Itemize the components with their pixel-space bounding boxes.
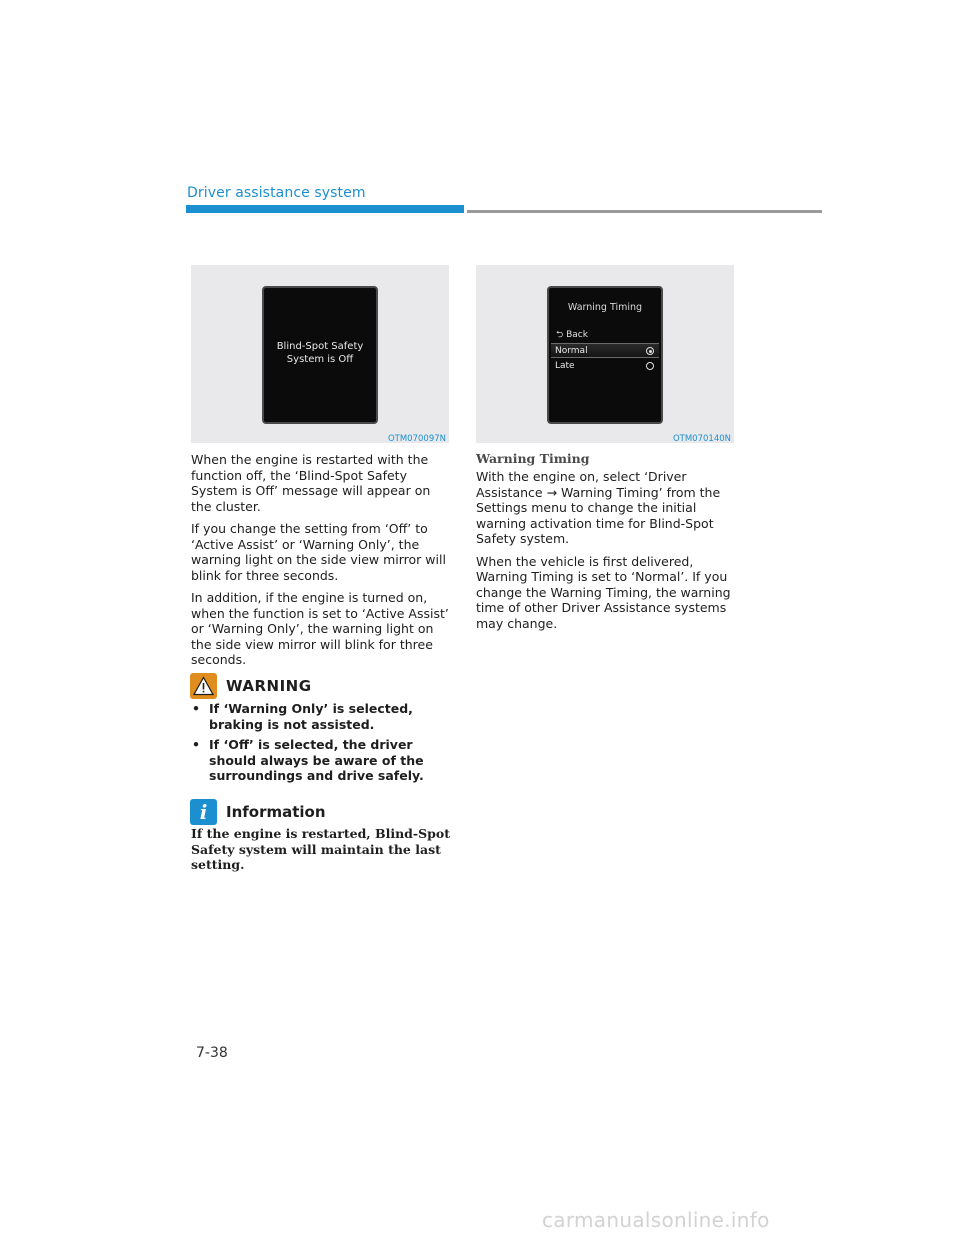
- warning-triangle-icon: [190, 673, 217, 699]
- figure-code: OTM070140N: [672, 434, 731, 444]
- figure-bss-off: [191, 265, 449, 443]
- paragraph: In addition, if the engine is turned on, when the function is set to ‘Active Assist’ or ‘Warning Only’, the warning light on the side view mirror will blink for three seconds.: [191, 590, 449, 667]
- header-rule-accent: [186, 205, 464, 213]
- warning-list: [191, 701, 453, 789]
- watermark: carmanualsonline.info: [542, 1208, 770, 1232]
- option-label: Late: [555, 361, 575, 371]
- paragraph: With the engine on, select ‘Driver Assistance → Warning Timing’ from the Settings menu to change the initial warning activation time for Blind-Spot Safety system.: [476, 469, 721, 546]
- information-title: Information: [226, 803, 326, 821]
- paragraph: When the engine is restarted with the function off, the ‘Blind-Spot Safety System is Off’ message will appear on the cluster.: [191, 452, 431, 514]
- screen-title: Warning Timing: [567, 302, 643, 313]
- figure-warning-timing: [476, 265, 734, 443]
- information-text: If the engine is restarted, Blind-Spot Safety system will maintain the last setting.: [191, 826, 450, 872]
- cluster-message-line-1: Blind-Spot Safety: [276, 341, 364, 352]
- figure-code: OTM070097N: [387, 434, 446, 444]
- back-menu-item: [556, 327, 588, 343]
- cluster-message-line-2: System is Off: [286, 354, 354, 365]
- option-late: [551, 359, 659, 374]
- paragraph: If you change the setting from ‘Off’ to ‘Active Assist’ or ‘Warning Only’, the warning light on the side view mirror will blink for three seconds.: [191, 521, 446, 583]
- right-column-text: [476, 469, 738, 638]
- radio-empty-icon: [646, 362, 654, 370]
- radio-selected-icon: [646, 347, 654, 355]
- warning-item: • If ‘Off’ is selected, the driver should always be aware of the surroundings and drive safely.: [191, 737, 453, 784]
- left-column-text: [191, 452, 453, 675]
- back-label: Back: [566, 330, 588, 340]
- subheading-warning-timing: Warning Timing: [476, 451, 590, 466]
- cluster-screen: [547, 286, 663, 424]
- info-icon: i: [190, 799, 217, 825]
- option-normal: [551, 343, 659, 358]
- back-arrow-icon: ⮌: [556, 330, 564, 340]
- header-rule: [467, 210, 822, 213]
- section-title: Driver assistance system: [187, 185, 366, 201]
- cluster-message: [264, 340, 376, 366]
- option-label: Normal: [555, 346, 588, 356]
- paragraph: When the vehicle is first delivered, Warning Timing is set to ‘Normal’. If you change the Warning Timing, the warning time of other Driver Assistance systems may change.: [476, 553, 731, 631]
- information-heading: [190, 799, 326, 825]
- page-number: 7-38: [196, 1045, 228, 1061]
- warning-item: • If ‘Warning Only’ is selected, braking is not assisted.: [191, 701, 453, 732]
- cluster-screen: [262, 286, 378, 424]
- warning-heading: [190, 673, 312, 699]
- warning-title: WARNING: [226, 677, 312, 695]
